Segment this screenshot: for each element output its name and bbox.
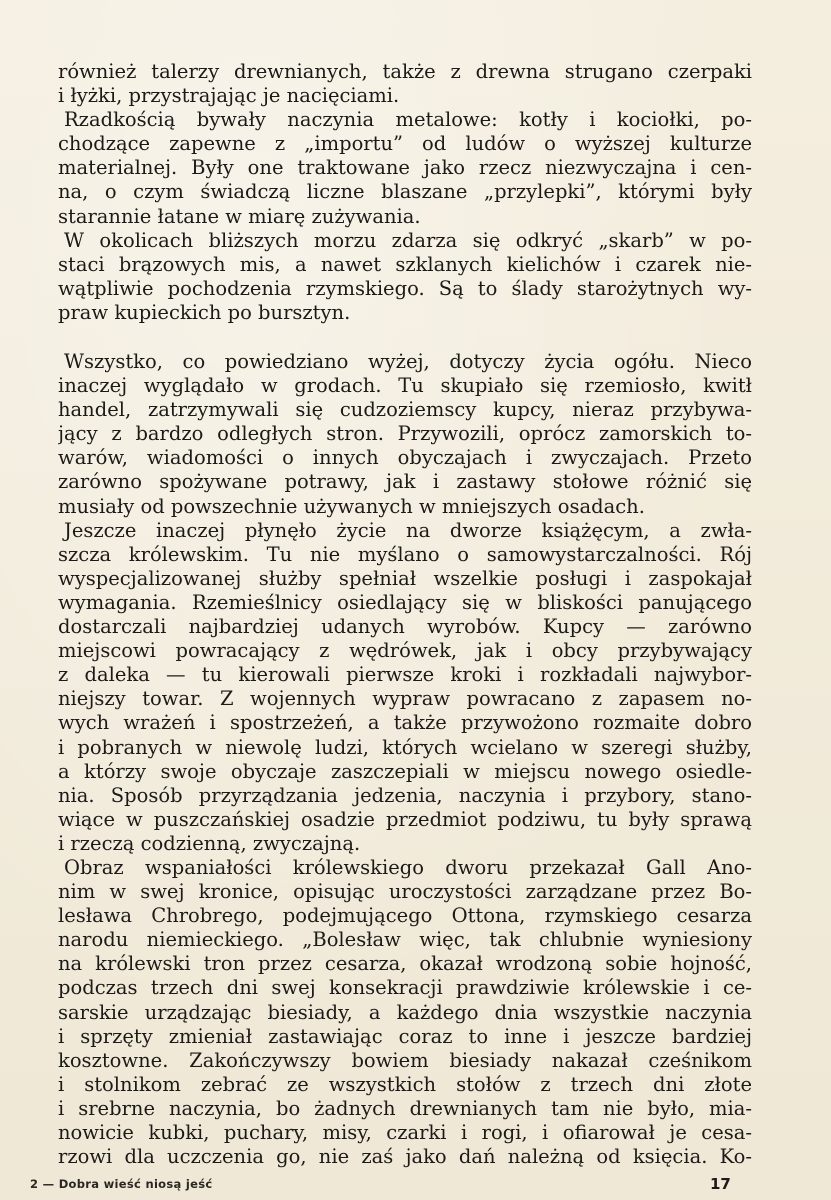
text-line: wiące w puszczańskiej osadzie przedmiot podziwu, tu były sprawą: [58, 807, 752, 831]
text-line: jący z bardzo odległych stron. Przywozili, oprócz zamorskich to-: [58, 422, 752, 446]
text-line: zarówno spożywane potrawy, jak i zastawy stołowe różnić się: [58, 470, 752, 494]
text-line: kosztowne. Zakończywszy bowiem biesiady nakazał cześnikom: [58, 1048, 752, 1072]
text-line: a którzy swoje obyczaje zaszczepiali w miejscu nowego osiedle-: [58, 759, 752, 783]
text-line: miejscowi powracający z wędrówek, jak i obcy przybywający: [58, 639, 752, 663]
text-line: handel, zatrzymywali się cudzoziemscy kupcy, nieraz przybywa-: [58, 398, 752, 422]
text-line: sarskie urządzając biesiady, a każdego dnia wszystkie naczynia: [58, 1000, 752, 1024]
text-line: starannie łatane w miarę zużywania.: [58, 204, 421, 228]
text-line: inaczej wyglądało w grodach. Tu skupiało się rzemiosło, kwitł: [58, 374, 752, 398]
text-line: Rzadkością bywały naczynia metalowe: kotły i kociołki, po-: [64, 108, 752, 132]
text-line: niejszy towar. Z wojennych wypraw powracano z zapasem no-: [58, 687, 752, 711]
text-line: nia. Sposób przyrządzania jedzenia, naczynia i przybory, stano-: [58, 783, 752, 807]
text-line: chodzące zapewne z „importu” od ludów o wyższej kulturze: [58, 132, 752, 156]
text-line: wyspecjalizowanej służby spełniał wszelkie posługi i zaspokajał: [58, 566, 752, 590]
text-line: praw kupieckich po bursztyn.: [58, 300, 351, 324]
text-line: staci brązowych mis, a nawet szklanych kielichów i czarek nie-: [58, 252, 752, 276]
text-line: W okolicach bliższych morzu zdarza się odkryć „skarb” w po-: [64, 228, 752, 252]
text-line: nowicie kubki, puchary, misy, czarki i rogi, i ofiarował je cesa-: [58, 1121, 752, 1144]
text-line: wych wrażeń i spostrzeżeń, a także przywożono rozmaite dobro: [58, 711, 752, 735]
signature-footer: 2 — Dobra wieść niosą jeść: [30, 1177, 213, 1191]
text-line: Obraz wspaniałości królewskiego dworu przekazał Gall Ano-: [64, 855, 752, 879]
text-line: narodu niemieckiego. „Bolesław więc, tak chlubnie wyniesiony: [58, 928, 752, 952]
text-line: wątpliwie pochodzenia rzymskiego. Są to ślady starożytnych wy-: [58, 276, 752, 300]
text-block-lower: [58, 350, 752, 1169]
text-line: wymagania. Rzemieślnicy osiedlający się w bliskości panującego: [58, 590, 752, 614]
text-line: Jeszcze inaczej płynęło życie na dworze książęcym, a zwła-: [64, 518, 752, 542]
text-line: na, o czym świadczą liczne blaszane „przylepki”, którymi były: [58, 180, 752, 204]
page-number: 17: [710, 1175, 731, 1193]
text-line: i stolnikom zebrać ze wszystkich stołów z trzech dni złote: [58, 1072, 752, 1096]
text-line: warów, wiadomości o innych obyczajach i zwyczajach. Przeto: [58, 446, 752, 470]
text-line: musiały od powszechnie używanych w mniejszych osadach.: [58, 494, 645, 518]
text-line: Wszystko, co powiedziano wyżej, dotyczy życia ogółu. Nieco: [64, 350, 752, 373]
text-line: podczas trzech dni swej konsekracji prawdziwie królewskie i ce-: [58, 976, 752, 1000]
text-line: szcza królewskim. Tu nie myślano o samowystarczalności. Rój: [58, 542, 752, 566]
text-line: i rzeczą codzienną, zwyczajną.: [58, 831, 361, 855]
text-line: dostarczali najbardziej udanych wyrobów. Kupcy — zarówno: [58, 615, 752, 639]
text-line: nim w swej kronice, opisując uroczystości zarządzane przez Bo-: [58, 880, 752, 904]
text-line: i srebrne naczynia, bo żadnych drewnianych tam nie było, mia-: [58, 1096, 752, 1120]
text-block-upper: [58, 60, 752, 325]
text-line: z daleka — tu kierowali pierwsze kroki i rozkładali najwybor-: [58, 663, 752, 687]
text-line: materialnej. Były one traktowane jako rzecz niezwyczajna i cen-: [58, 156, 752, 180]
text-line: również talerzy drewnianych, także z drewna strugano czerpaki: [58, 60, 752, 83]
text-line: rzowi dla uczczenia go, nie zaś jako dań należną od księcia. Ko-: [58, 1145, 752, 1169]
text-line: lesława Chrobrego, podejmującego Ottona, rzymskiego cesarza: [58, 904, 752, 928]
text-line: i łyżki, przystrajając je nacięciami.: [58, 84, 400, 108]
text-line: i pobranych w niewolę ludzi, których wcielano w szeregi służby,: [58, 735, 752, 759]
text-line: na królewski tron przez cesarza, okazał wrodzoną sobie hojność,: [58, 952, 752, 976]
text-line: i sprzęty zmieniał zastawiając coraz to inne i jeszcze bardziej: [58, 1024, 752, 1048]
